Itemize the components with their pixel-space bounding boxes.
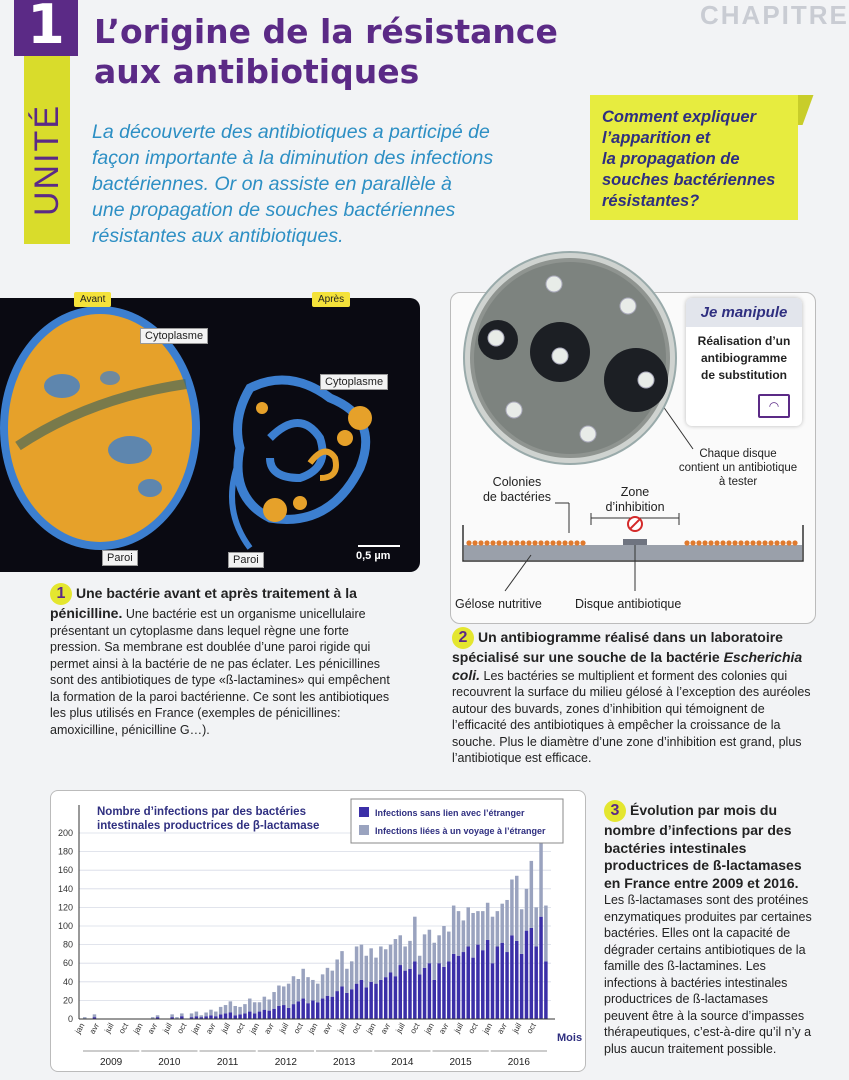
colonies-line: de bactéries bbox=[482, 490, 552, 504]
year-label: 2010 bbox=[158, 1057, 181, 1068]
bar-travel bbox=[510, 880, 513, 936]
year-label: 2011 bbox=[216, 1057, 239, 1068]
bar-travel bbox=[248, 999, 251, 1012]
zone-line: d’inhibition bbox=[605, 500, 665, 514]
x-tick-label: avr bbox=[320, 1021, 335, 1036]
year-label: 2009 bbox=[100, 1057, 123, 1068]
bar-domestic bbox=[515, 941, 518, 1019]
y-tick-label: 140 bbox=[57, 883, 73, 894]
bar-domestic bbox=[510, 935, 513, 1019]
bar-travel bbox=[287, 984, 290, 1008]
bar-domestic bbox=[525, 931, 528, 1019]
bar-domestic bbox=[321, 999, 324, 1019]
bar-travel bbox=[442, 926, 445, 967]
tag-before: Avant bbox=[74, 292, 111, 307]
zone-line: Zone bbox=[620, 485, 650, 499]
page-title bbox=[94, 12, 594, 92]
bar-domestic bbox=[539, 917, 542, 1019]
bar-travel bbox=[331, 971, 334, 997]
bar-domestic bbox=[437, 963, 440, 1019]
scale-label: 0,5 µm bbox=[356, 550, 391, 562]
doc2-caption-title: Un antibiogramme réalisé dans un laboratoire spécialisé sur une souche de la bactérie bbox=[452, 629, 783, 665]
bar-domestic bbox=[476, 945, 479, 1019]
y-tick-label: 100 bbox=[57, 921, 73, 931]
bar-travel bbox=[457, 911, 460, 956]
bar-domestic bbox=[389, 973, 392, 1020]
bar-travel bbox=[389, 945, 392, 973]
bar-travel bbox=[355, 946, 358, 983]
year-label: 2015 bbox=[449, 1057, 472, 1068]
bar-domestic bbox=[418, 974, 421, 1019]
bar-travel bbox=[340, 951, 343, 986]
doc2-caption-title-italic: Escherichia coli. bbox=[452, 649, 803, 683]
x-tick-label: juil bbox=[161, 1021, 174, 1035]
bar-travel bbox=[534, 907, 537, 946]
bar-domestic bbox=[277, 1006, 280, 1019]
bar-domestic bbox=[471, 958, 474, 1019]
bar-travel bbox=[369, 948, 372, 981]
bar-travel bbox=[297, 979, 300, 1001]
bar-travel bbox=[520, 909, 523, 954]
bar-domestic bbox=[457, 956, 460, 1019]
disk-note-line: Chaque disque bbox=[699, 448, 777, 460]
bar-domestic bbox=[442, 967, 445, 1019]
bar-travel bbox=[491, 917, 494, 964]
y-tick-label: 180 bbox=[57, 846, 73, 857]
bar-travel bbox=[258, 1002, 261, 1011]
bar-travel bbox=[316, 984, 319, 1003]
legend-label-travel: Infections liées à un voyage à l’étranger bbox=[375, 826, 546, 836]
x-tick-label: oct bbox=[408, 1021, 422, 1036]
label-cytoplasme-after: Cytoplasme bbox=[320, 374, 388, 390]
antibiotic-disk bbox=[580, 426, 596, 442]
antibiotic-disk bbox=[620, 298, 636, 314]
x-tick-label: oct bbox=[524, 1021, 538, 1036]
legend-swatch-domestic bbox=[359, 807, 369, 817]
bar-domestic bbox=[505, 952, 508, 1019]
label-paroi-after: Paroi bbox=[228, 552, 264, 568]
bar-domestic bbox=[403, 971, 406, 1019]
bar-travel bbox=[282, 986, 285, 1005]
y-tick-label: 60 bbox=[62, 958, 73, 969]
bar-domestic bbox=[428, 963, 431, 1019]
bar-domestic bbox=[263, 1010, 266, 1019]
disk-note-line: contient un antibiotique bbox=[678, 462, 798, 474]
bar-travel bbox=[365, 956, 368, 988]
bar-domestic bbox=[350, 989, 353, 1019]
bar-domestic bbox=[433, 980, 436, 1019]
bar-domestic bbox=[243, 1013, 246, 1019]
bar-travel bbox=[311, 980, 314, 1000]
bar-domestic bbox=[491, 963, 494, 1019]
bar-travel bbox=[437, 935, 440, 963]
bar-domestic bbox=[379, 980, 382, 1019]
bar-travel bbox=[423, 934, 426, 967]
disk-note bbox=[673, 447, 803, 489]
x-tick-label: avr bbox=[437, 1021, 451, 1036]
bar-travel bbox=[530, 861, 533, 928]
bar-domestic bbox=[413, 961, 416, 1019]
x-tick-label: jan bbox=[481, 1021, 495, 1036]
bar-travel bbox=[224, 1005, 227, 1013]
question-line: Comment expliquer bbox=[602, 108, 757, 126]
bar-travel bbox=[447, 932, 450, 962]
bar-domestic bbox=[399, 965, 402, 1019]
card-line: Réalisation d’un bbox=[697, 334, 791, 348]
tag-after: Après bbox=[312, 292, 350, 307]
y-tick-label: 200 bbox=[57, 828, 73, 838]
manipulation-card[interactable] bbox=[686, 298, 802, 426]
bar-domestic bbox=[267, 1011, 270, 1019]
antibiotic-disk bbox=[638, 372, 654, 388]
antibiotic-disk bbox=[488, 330, 504, 346]
x-tick-label: juil bbox=[510, 1021, 524, 1035]
zone-label bbox=[591, 485, 679, 515]
inhibition-zone bbox=[604, 348, 668, 412]
card-line: de substitution bbox=[701, 368, 787, 382]
bar-domestic bbox=[423, 968, 426, 1019]
doc3-caption bbox=[604, 800, 812, 1057]
bar-travel bbox=[156, 1015, 159, 1017]
x-tick-label: jan bbox=[131, 1021, 145, 1036]
bar-travel bbox=[374, 958, 377, 984]
bar-domestic bbox=[452, 954, 455, 1019]
x-tick-label: avr bbox=[495, 1021, 509, 1036]
antibiotic-disk bbox=[546, 276, 562, 292]
x-tick-label: jan bbox=[189, 1021, 203, 1036]
label-paroi-before: Paroi bbox=[102, 550, 138, 566]
x-tick-label: juil bbox=[394, 1021, 407, 1035]
bar-travel bbox=[379, 946, 382, 979]
colonies-label bbox=[477, 475, 557, 505]
question-line: résistantes? bbox=[602, 192, 700, 210]
bar-travel bbox=[345, 969, 348, 993]
bar-travel bbox=[544, 906, 547, 962]
title-line-1: L’origine de la résistance bbox=[94, 12, 558, 51]
bar-travel bbox=[195, 1012, 198, 1017]
doc1-caption-title: Une bactérie avant et après traitement à la pénicilline. bbox=[50, 585, 357, 621]
bar-travel bbox=[505, 900, 508, 952]
bacterium-before-cytoplasm bbox=[8, 314, 192, 542]
bar-travel bbox=[233, 1006, 236, 1015]
bar-travel bbox=[350, 961, 353, 989]
bar-domestic bbox=[384, 977, 387, 1019]
bar-domestic bbox=[408, 969, 411, 1019]
bar-travel bbox=[93, 1014, 96, 1017]
doc3-number: 3 bbox=[604, 800, 626, 822]
y-tick-label: 40 bbox=[62, 976, 73, 987]
bar-domestic bbox=[287, 1008, 290, 1019]
wifi-laptop-icon[interactable]: ◠ bbox=[758, 394, 790, 418]
legend-swatch-travel bbox=[359, 825, 369, 835]
bar-domestic bbox=[365, 987, 368, 1019]
gelose-layer bbox=[464, 545, 802, 560]
bar-travel bbox=[214, 1012, 217, 1017]
year-label: 2014 bbox=[391, 1057, 414, 1068]
x-tick-label: oct bbox=[466, 1021, 480, 1036]
x-tick-label: avr bbox=[204, 1021, 218, 1036]
bar-domestic bbox=[292, 1004, 295, 1019]
year-label: 2012 bbox=[274, 1057, 297, 1068]
bar-domestic bbox=[224, 1013, 227, 1019]
year-label: 2013 bbox=[333, 1057, 356, 1068]
y-tick-label: 120 bbox=[57, 902, 73, 913]
bar-travel bbox=[452, 906, 455, 954]
question-box bbox=[590, 95, 798, 220]
doc2-number: 2 bbox=[452, 627, 474, 649]
bar-travel bbox=[301, 969, 304, 999]
x-tick-label: oct bbox=[291, 1021, 305, 1036]
bar-travel bbox=[486, 903, 489, 940]
bar-domestic bbox=[486, 940, 489, 1019]
bar-travel bbox=[190, 1013, 193, 1017]
chart-title-line-2: intestinales productrices de β-lactamase bbox=[97, 820, 320, 832]
manipulation-card-body bbox=[686, 327, 802, 390]
bar-domestic bbox=[520, 954, 523, 1019]
bar-travel bbox=[481, 911, 484, 950]
intro-line: bactériennes. Or on assiste en parallèle à bbox=[92, 173, 452, 195]
bar-travel bbox=[466, 907, 469, 946]
gelose-label: Gélose nutritive bbox=[455, 597, 542, 611]
doc3-caption-text: Les ß-lactamases sont des protéines enzymatiques produites par certaines bactéries. Elles ont la capacité de dégrader certains antibiotiques de la famille des ß-lactamines. Les infections à bactéries intestinales productrices de ß-lactamases peuvent être à la source d’impasses thérapeutiques, c’est-à-dire qu’il n’y a plus aucun traitement possible. bbox=[604, 893, 812, 1056]
bacteria-micrograph bbox=[0, 294, 420, 572]
title-line-2: aux antibiotiques bbox=[94, 52, 420, 91]
bar-travel bbox=[219, 1007, 222, 1014]
bar-travel bbox=[272, 992, 275, 1009]
doc2-caption bbox=[452, 627, 814, 767]
doc1-number: 1 bbox=[50, 583, 72, 605]
bar-domestic bbox=[530, 928, 533, 1019]
bar-travel bbox=[428, 930, 431, 963]
doc1-caption bbox=[50, 583, 394, 738]
bar-domestic bbox=[496, 946, 499, 1019]
bar-travel bbox=[335, 959, 338, 991]
bar-domestic bbox=[219, 1014, 222, 1019]
x-tick-label: jan bbox=[248, 1021, 262, 1036]
bar-domestic bbox=[209, 1015, 212, 1019]
bar-travel bbox=[263, 997, 266, 1010]
bar-domestic bbox=[534, 946, 537, 1019]
bar-domestic bbox=[282, 1005, 285, 1019]
bar-travel bbox=[525, 889, 528, 931]
bar-domestic bbox=[233, 1015, 236, 1019]
bar-domestic bbox=[369, 982, 372, 1019]
bar-travel bbox=[243, 1004, 246, 1013]
bar-domestic bbox=[253, 1013, 256, 1019]
bar-travel bbox=[292, 976, 295, 1004]
x-tick-label: avr bbox=[87, 1021, 102, 1036]
bar-domestic bbox=[466, 946, 469, 1019]
chart-xlabel: Mois bbox=[557, 1032, 583, 1044]
bar-travel bbox=[229, 1001, 232, 1012]
bar-domestic bbox=[360, 980, 363, 1019]
antibiotic-disk bbox=[506, 402, 522, 418]
bar-domestic bbox=[326, 996, 329, 1019]
question-line: souches bactériennes bbox=[602, 171, 776, 189]
question-line: la propagation de bbox=[602, 150, 740, 168]
label-cytoplasme-before: Cytoplasme bbox=[140, 328, 208, 344]
x-tick-label: jan bbox=[364, 1021, 378, 1036]
bar-travel bbox=[413, 917, 416, 962]
x-tick-label: avr bbox=[378, 1021, 393, 1036]
x-tick-label: oct bbox=[233, 1021, 247, 1036]
x-tick-label: juil bbox=[452, 1021, 466, 1035]
micrograph-illustration bbox=[0, 298, 420, 572]
bar-travel bbox=[476, 911, 479, 944]
bar-domestic bbox=[248, 1012, 251, 1019]
bar-domestic bbox=[345, 993, 348, 1019]
legend-label-domestic: Infections sans lien avec l’étranger bbox=[375, 808, 525, 818]
bar-travel bbox=[170, 1014, 173, 1017]
bar-travel bbox=[277, 986, 280, 1006]
doc1-caption-text: Une bactérie est un organisme unicellulaire présentant un cytoplasme dans lequel règne une forte pression. Sa membrane est doublée d’une paroi rigide qui permet ainsi à la bactérie de ne pas éclater. Les pénicillines sont des antibiotiques de type «ß-lactamines» qui empêchent la formation de la paroi bactérienne. Ce sont les antibiotiques les plus utilisés en France (exemples de pénicillines: amoxicilline, pénicilline G…). bbox=[50, 607, 390, 737]
bar-domestic bbox=[301, 999, 304, 1019]
bar-travel bbox=[496, 911, 499, 946]
y-tick-label: 80 bbox=[62, 939, 73, 950]
doc3-caption-title: Évolution par mois du nombre d’infections par des bactéries intestinales productrices de ß-lactamases en France entre 2009 et 2016. bbox=[604, 802, 802, 891]
infections-chart-panel bbox=[50, 790, 586, 1072]
bar-travel bbox=[515, 876, 518, 941]
bar-domestic bbox=[544, 961, 547, 1019]
petri-dish bbox=[460, 248, 680, 468]
bar-travel bbox=[418, 956, 421, 975]
question-line: l’apparition et bbox=[602, 129, 711, 147]
bar-domestic bbox=[297, 1001, 300, 1019]
x-tick-label: jan bbox=[306, 1021, 320, 1036]
bar-travel bbox=[204, 1012, 207, 1016]
bar-travel bbox=[471, 913, 474, 958]
colonies-right bbox=[684, 540, 797, 545]
x-tick-label: avr bbox=[145, 1021, 160, 1036]
intro-line: façon importante à la diminution des infections bbox=[92, 147, 494, 169]
chart-legend bbox=[351, 799, 563, 843]
x-tick-label: juil bbox=[335, 1021, 349, 1035]
bar-travel bbox=[360, 945, 363, 980]
bar-travel bbox=[433, 943, 436, 980]
year-label: 2016 bbox=[507, 1057, 530, 1068]
bar-travel bbox=[180, 1013, 183, 1016]
colonies-left bbox=[466, 540, 585, 545]
bar-travel bbox=[306, 977, 309, 1003]
chart-title-line-1: Nombre d’infections par des bactéries bbox=[97, 806, 306, 818]
bar-travel bbox=[500, 904, 503, 943]
bar-travel bbox=[462, 920, 465, 952]
bar-domestic bbox=[340, 986, 343, 1019]
bar-travel bbox=[200, 1015, 203, 1017]
x-tick-label: jan bbox=[73, 1021, 87, 1036]
bar-travel bbox=[209, 1010, 212, 1016]
x-tick-label: juil bbox=[102, 1021, 116, 1035]
bar-domestic bbox=[311, 1000, 314, 1019]
antibiotic-disk-section bbox=[623, 539, 647, 545]
bar-travel bbox=[399, 935, 402, 965]
x-tick-label: avr bbox=[262, 1021, 276, 1036]
bar-domestic bbox=[306, 1003, 309, 1019]
card-line: antibiogramme bbox=[700, 351, 787, 365]
bar-domestic bbox=[238, 1014, 241, 1019]
bar-domestic bbox=[335, 991, 338, 1019]
bar-domestic bbox=[394, 976, 397, 1019]
intro-line: une propagation de souches bactériennes bbox=[92, 199, 456, 221]
unit-number: 1 bbox=[14, 0, 78, 56]
bar-travel bbox=[394, 939, 397, 976]
manipulation-card-title: Je manipule bbox=[686, 298, 802, 327]
intro-line: La découverte des antibiotiques a participé de bbox=[92, 121, 490, 143]
bar-domestic bbox=[272, 1009, 275, 1019]
bar-travel bbox=[408, 941, 411, 969]
bar-travel bbox=[403, 946, 406, 970]
y-tick-label: 0 bbox=[67, 1014, 73, 1024]
antibiotic-disk bbox=[552, 348, 568, 364]
x-tick-label: jan bbox=[422, 1021, 436, 1036]
y-tick-label: 20 bbox=[62, 995, 73, 1006]
bar-domestic bbox=[258, 1012, 261, 1019]
bar-travel bbox=[326, 968, 329, 996]
disk-note-line: à tester bbox=[718, 476, 758, 488]
x-tick-label: juil bbox=[277, 1021, 291, 1035]
bar-domestic bbox=[355, 984, 358, 1019]
x-tick-label: oct bbox=[350, 1021, 364, 1036]
intro-paragraph bbox=[92, 119, 570, 249]
bar-travel bbox=[321, 974, 324, 998]
x-tick-label: juil bbox=[219, 1021, 233, 1035]
background-chapter-word: CHAPITRE bbox=[700, 0, 849, 30]
infections-chart bbox=[51, 791, 585, 1071]
bar-travel bbox=[384, 949, 387, 977]
x-tick-label: oct bbox=[117, 1021, 131, 1036]
x-tick-label: oct bbox=[175, 1021, 189, 1036]
bar-domestic bbox=[500, 943, 503, 1019]
bar-domestic bbox=[462, 952, 465, 1019]
bar-domestic bbox=[481, 950, 484, 1019]
bar-travel bbox=[238, 1007, 241, 1014]
intro-line: résistantes aux antibiotiques. bbox=[92, 225, 344, 247]
unit-label: UNITÉ bbox=[28, 104, 66, 216]
disque-label: Disque antibiotique bbox=[575, 597, 682, 611]
y-tick-label: 160 bbox=[57, 865, 73, 876]
colonies-line: Colonies bbox=[492, 475, 542, 489]
doc2-caption-text: Les bactéries se multiplient et forment des colonies qui recouvrent la surface du milieu gélosé à l’exception des auréoles autour des buvards, zones d’inhibition qui témoignent de l’efficacité des antibiotiques à empêcher la croissance de la souche. Plus le diamètre d’une zone d’inhibition est grand, plus l’antibiotique est efficace. bbox=[452, 668, 811, 765]
bar-domestic bbox=[331, 997, 334, 1019]
bar-travel bbox=[267, 999, 270, 1010]
bar-domestic bbox=[374, 984, 377, 1019]
bar-travel bbox=[253, 1002, 256, 1013]
bar-domestic bbox=[316, 1002, 319, 1019]
bar-travel bbox=[539, 842, 542, 916]
bar-domestic bbox=[229, 1012, 232, 1019]
bar-domestic bbox=[447, 961, 450, 1019]
